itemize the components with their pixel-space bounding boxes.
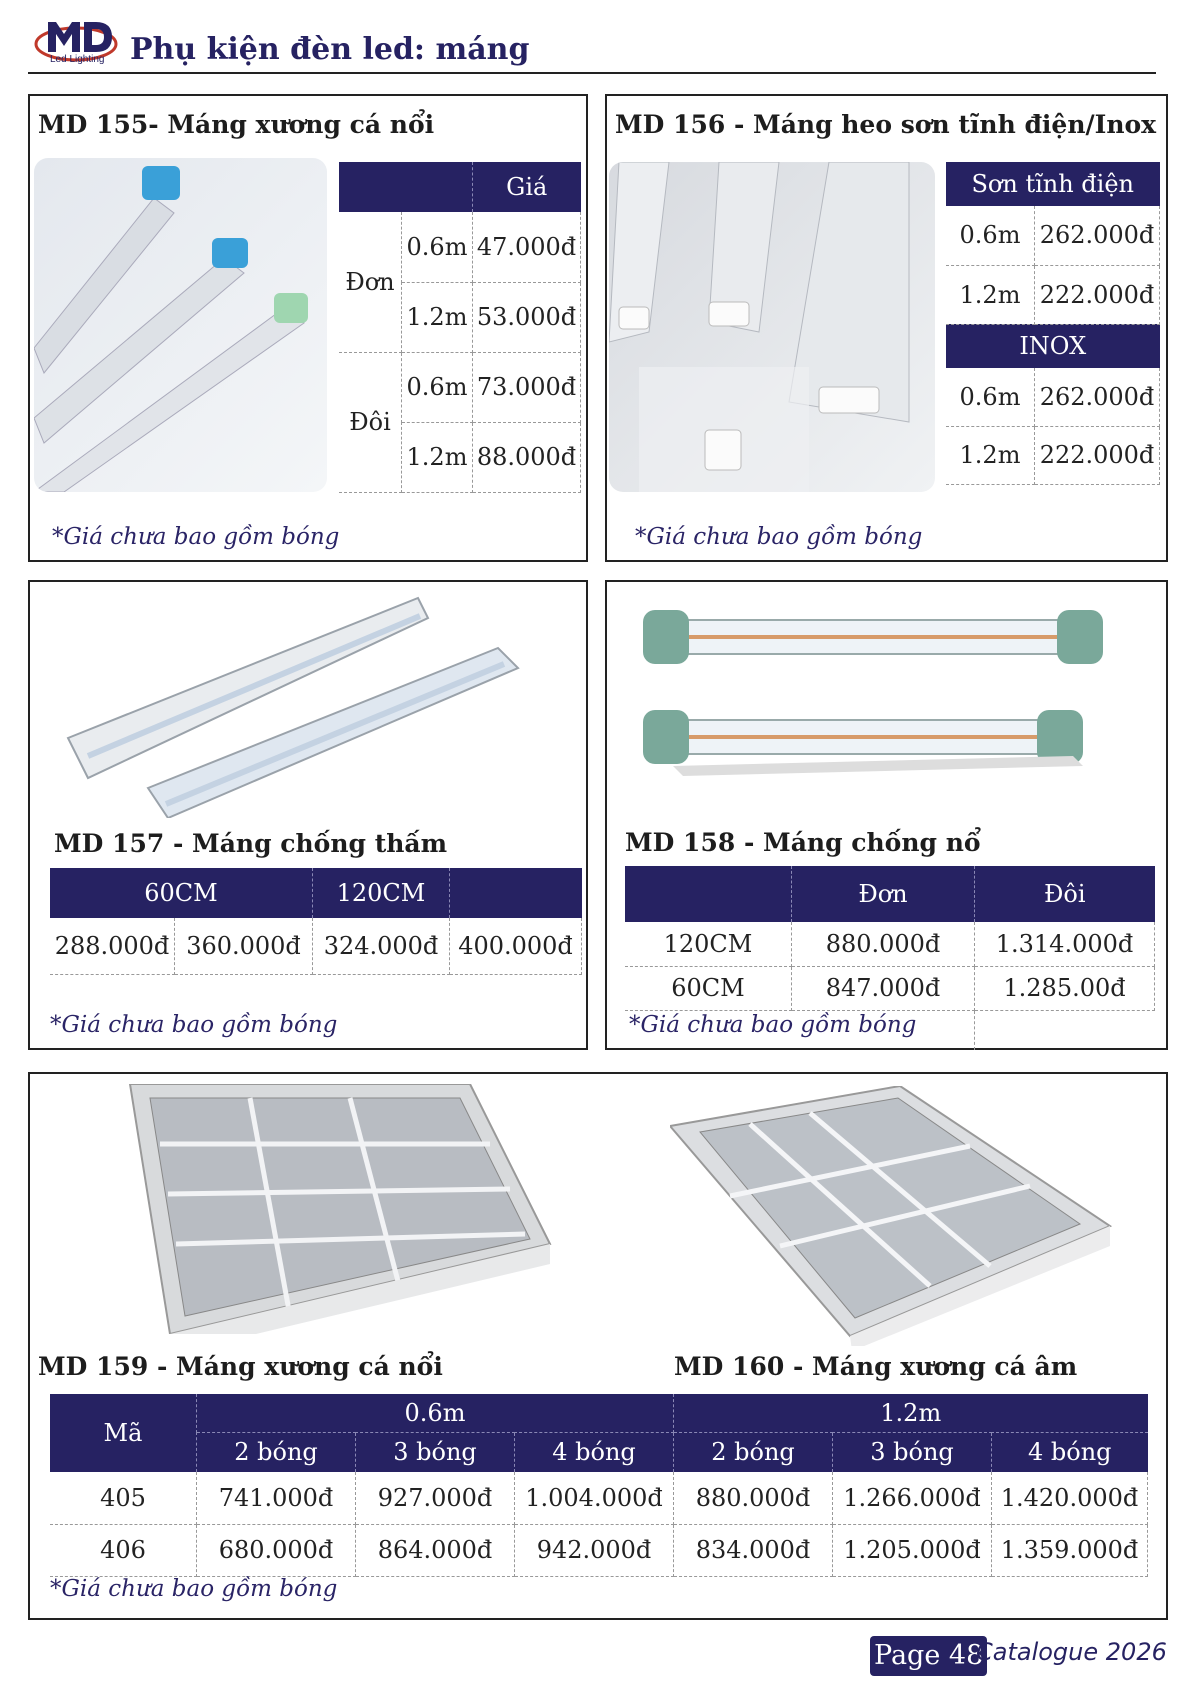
grid-price: 1.420.000đ xyxy=(992,1472,1148,1524)
grid-code: 406 xyxy=(50,1524,197,1576)
md156-section-inox: INOX xyxy=(946,324,1160,368)
grid-price: 864.000đ xyxy=(356,1524,515,1576)
md158-header-double: Đôi xyxy=(975,866,1155,922)
md160-product-image xyxy=(670,1086,1120,1346)
md155-group-single: Đơn xyxy=(339,212,402,352)
md157-note: *Giá chưa bao gồm bóng xyxy=(50,1012,338,1038)
md157-title: MD 157 - Máng chống thấm xyxy=(54,829,448,858)
md158-price-single: 847.000đ xyxy=(792,966,975,1010)
grid-code: 405 xyxy=(50,1472,197,1524)
grid-price: 880.000đ xyxy=(674,1472,833,1524)
md156-product-image xyxy=(609,162,935,492)
md157-price-table xyxy=(50,868,582,975)
md156-size: 1.2m xyxy=(946,265,1035,324)
md156-price-table xyxy=(946,162,1160,485)
md156-section-powder: Sơn tĩnh điện xyxy=(946,162,1160,206)
md155-size: 1.2m xyxy=(402,422,473,492)
md158-note: *Giá chưa bao gồm bóng xyxy=(629,1012,917,1038)
header-rule xyxy=(28,72,1156,74)
grid-group-06: 0.6m xyxy=(197,1394,674,1432)
table-row xyxy=(50,1524,1148,1576)
grid-price: 834.000đ xyxy=(674,1524,833,1576)
md155-group-double: Đôi xyxy=(339,352,402,492)
grid-sub-header: 3 bóng xyxy=(356,1432,515,1472)
md157-product-image xyxy=(48,588,568,818)
md158-price-double: 1.285.00đ xyxy=(975,966,1155,1010)
md156-price: 222.000đ xyxy=(1035,426,1160,484)
md158-header-single: Đơn xyxy=(792,866,975,922)
md156-price: 262.000đ xyxy=(1035,368,1160,426)
logo xyxy=(32,14,120,68)
md156-title: MD 156 - Máng heo sơn tĩnh điện/Inox xyxy=(615,110,1157,139)
md155-price: 47.000đ xyxy=(473,212,581,282)
grid-price-table xyxy=(50,1394,1148,1577)
md155-panel xyxy=(28,94,588,562)
page-number: Page 48 xyxy=(870,1636,987,1676)
grid-sub-header: 2 bóng xyxy=(674,1432,833,1472)
md156-size: 0.6m xyxy=(946,368,1035,426)
md157-price: 360.000đ xyxy=(175,918,313,974)
page-title: Phụ kiện đèn led: máng xyxy=(130,32,530,67)
md157-price: 288.000đ xyxy=(50,918,175,974)
grid-group-12: 1.2m xyxy=(674,1394,1148,1432)
md158-header-blank xyxy=(625,866,792,922)
grid-price: 1.266.000đ xyxy=(833,1472,992,1524)
md159-title: MD 159 - Máng xương cá nổi xyxy=(38,1352,443,1381)
grid-price: 1.359.000đ xyxy=(992,1524,1148,1576)
md159-160-panel xyxy=(28,1072,1168,1620)
md157-price: 324.000đ xyxy=(313,918,450,974)
md158-panel xyxy=(605,580,1168,1050)
md155-price-table xyxy=(339,162,581,493)
md158-size: 120CM xyxy=(625,922,792,966)
grid-price: 1.205.000đ xyxy=(833,1524,992,1576)
md156-price: 262.000đ xyxy=(1035,206,1160,265)
md158-price-double: 1.314.000đ xyxy=(975,922,1155,966)
grid-sub-header: 4 bóng xyxy=(515,1432,674,1472)
md155-title: MD 155- Máng xương cá nổi xyxy=(38,110,435,139)
md155-size: 0.6m xyxy=(402,352,473,422)
md156-size: 1.2m xyxy=(946,426,1035,484)
md155-price-header: Giá xyxy=(473,162,581,212)
grid-price: 1.004.000đ xyxy=(515,1472,674,1524)
md157-price: 400.000đ xyxy=(450,918,582,974)
md157-panel xyxy=(28,580,588,1050)
md155-price: 88.000đ xyxy=(473,422,581,492)
md158-size: 60CM xyxy=(625,966,792,1010)
logo-sub: Led Lighting xyxy=(50,54,105,65)
md156-price: 222.000đ xyxy=(1035,265,1160,324)
grid-note: *Giá chưa bao gồm bóng xyxy=(50,1576,338,1602)
table-row xyxy=(50,1472,1148,1524)
md155-size: 0.6m xyxy=(402,212,473,282)
md158-title: MD 158 - Máng chống nổ xyxy=(625,828,981,857)
md155-note: *Giá chưa bao gồm bóng xyxy=(52,524,340,550)
md155-price: 53.000đ xyxy=(473,282,581,352)
md155-price: 73.000đ xyxy=(473,352,581,422)
grid-sub-header: 4 bóng xyxy=(992,1432,1148,1472)
md155-size: 1.2m xyxy=(402,282,473,352)
md155-table-blank-header xyxy=(339,162,473,212)
grid-price: 942.000đ xyxy=(515,1524,674,1576)
md157-header-120: 120CM xyxy=(313,868,450,918)
md159-product-image xyxy=(90,1084,560,1334)
md158-price-single: 880.000đ xyxy=(792,922,975,966)
md158-blank-cell xyxy=(975,1010,1155,1050)
catalogue-label: Catalogue 2026 xyxy=(976,1638,1167,1666)
grid-code-header: Mã xyxy=(50,1394,197,1472)
md160-title: MD 160 - Máng xương cá âm xyxy=(674,1352,1078,1381)
grid-price: 741.000đ xyxy=(197,1472,356,1524)
md156-panel xyxy=(605,94,1168,562)
md155-product-image xyxy=(34,158,327,492)
md156-note: *Giá chưa bao gồm bóng xyxy=(635,524,923,550)
grid-sub-header: 3 bóng xyxy=(833,1432,992,1472)
md156-size: 0.6m xyxy=(946,206,1035,265)
grid-sub-header: 2 bóng xyxy=(197,1432,356,1472)
grid-price: 680.000đ xyxy=(197,1524,356,1576)
md158-product-image xyxy=(643,596,1103,796)
md157-header-blank xyxy=(450,868,582,918)
grid-price: 927.000đ xyxy=(356,1472,515,1524)
md157-header-60: 60CM xyxy=(50,868,313,918)
